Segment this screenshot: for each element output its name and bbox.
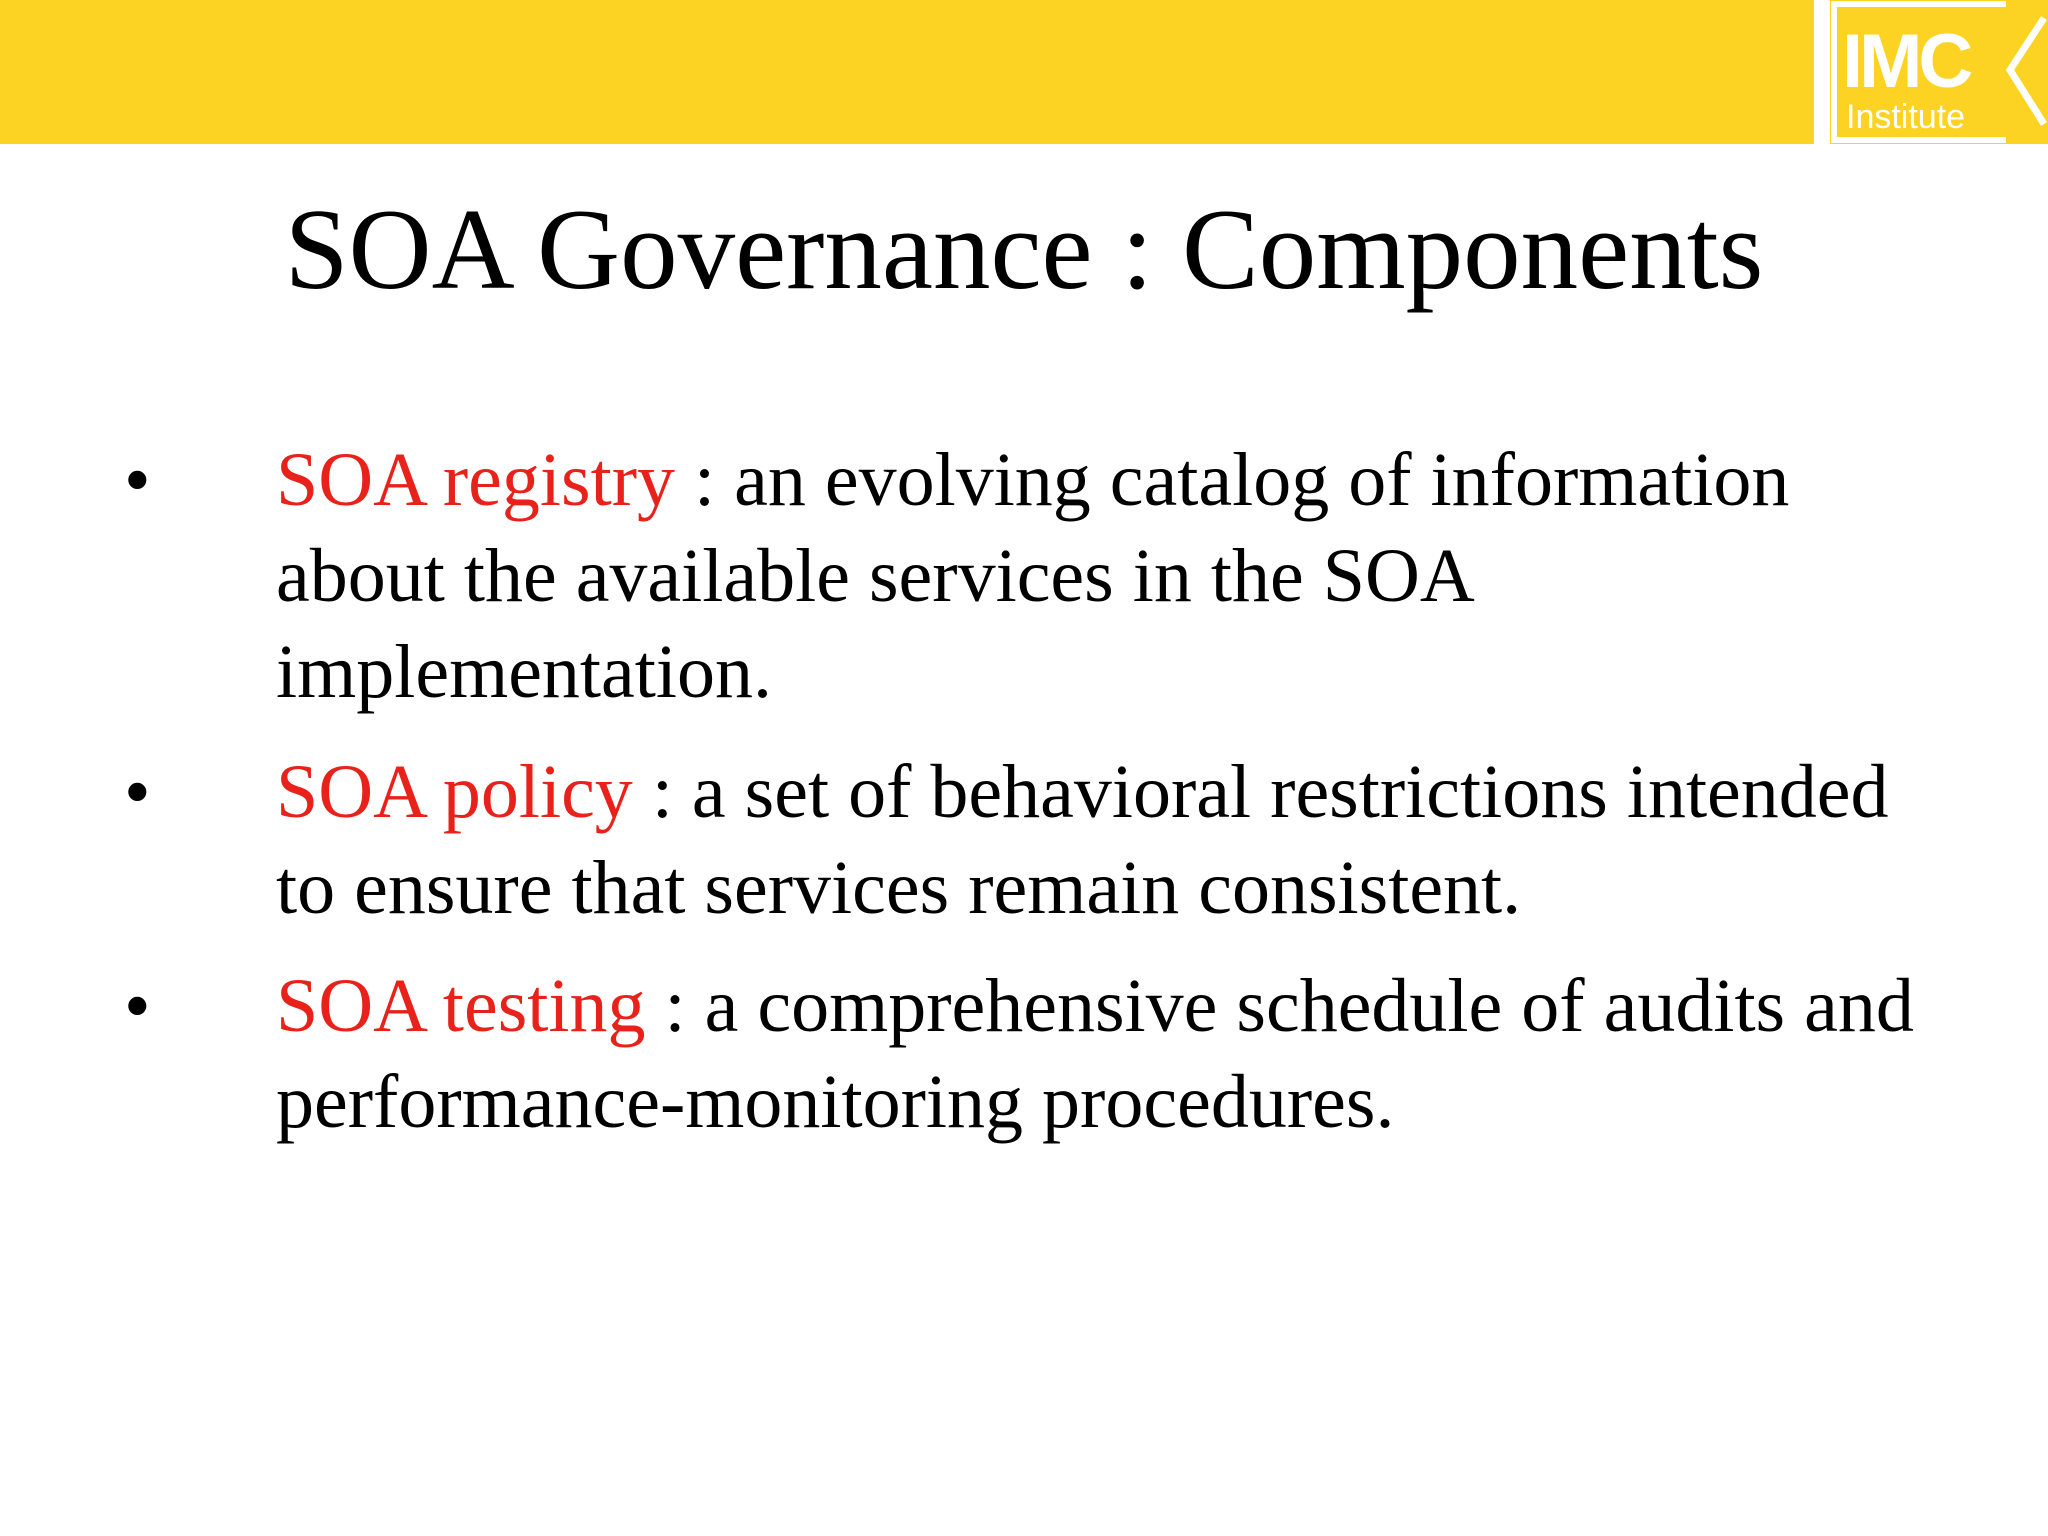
bullet-item xyxy=(0,432,1956,720)
bullet-item xyxy=(0,744,1956,936)
logo-main-text: IMC xyxy=(1842,19,1970,104)
bullet-term: SOA registry xyxy=(276,438,675,522)
bullet-term: SOA policy xyxy=(276,750,633,834)
bullet-description: : an evolving catalog of information about the available services in the SOA implementation. xyxy=(276,438,1790,714)
imc-institute-logo xyxy=(1830,0,2048,144)
bullet-description: : a comprehensive schedule of audits and performance-monitoring procedures. xyxy=(276,964,1914,1144)
logo-sub-text: Institute xyxy=(1846,98,1966,136)
bullet-icon: • xyxy=(124,438,151,522)
bullet-icon: • xyxy=(124,964,151,1048)
bullet-term: SOA testing xyxy=(276,964,646,1048)
bullet-icon: • xyxy=(124,750,151,834)
bullet-item xyxy=(0,958,1956,1150)
bullet-description: : a set of behavioral restrictions intended to ensure that services remain consistent. xyxy=(276,750,1889,930)
header-band xyxy=(0,0,1814,144)
slide-title: SOA Governance : Components xyxy=(284,186,1764,313)
bullet-list xyxy=(0,432,2048,1174)
